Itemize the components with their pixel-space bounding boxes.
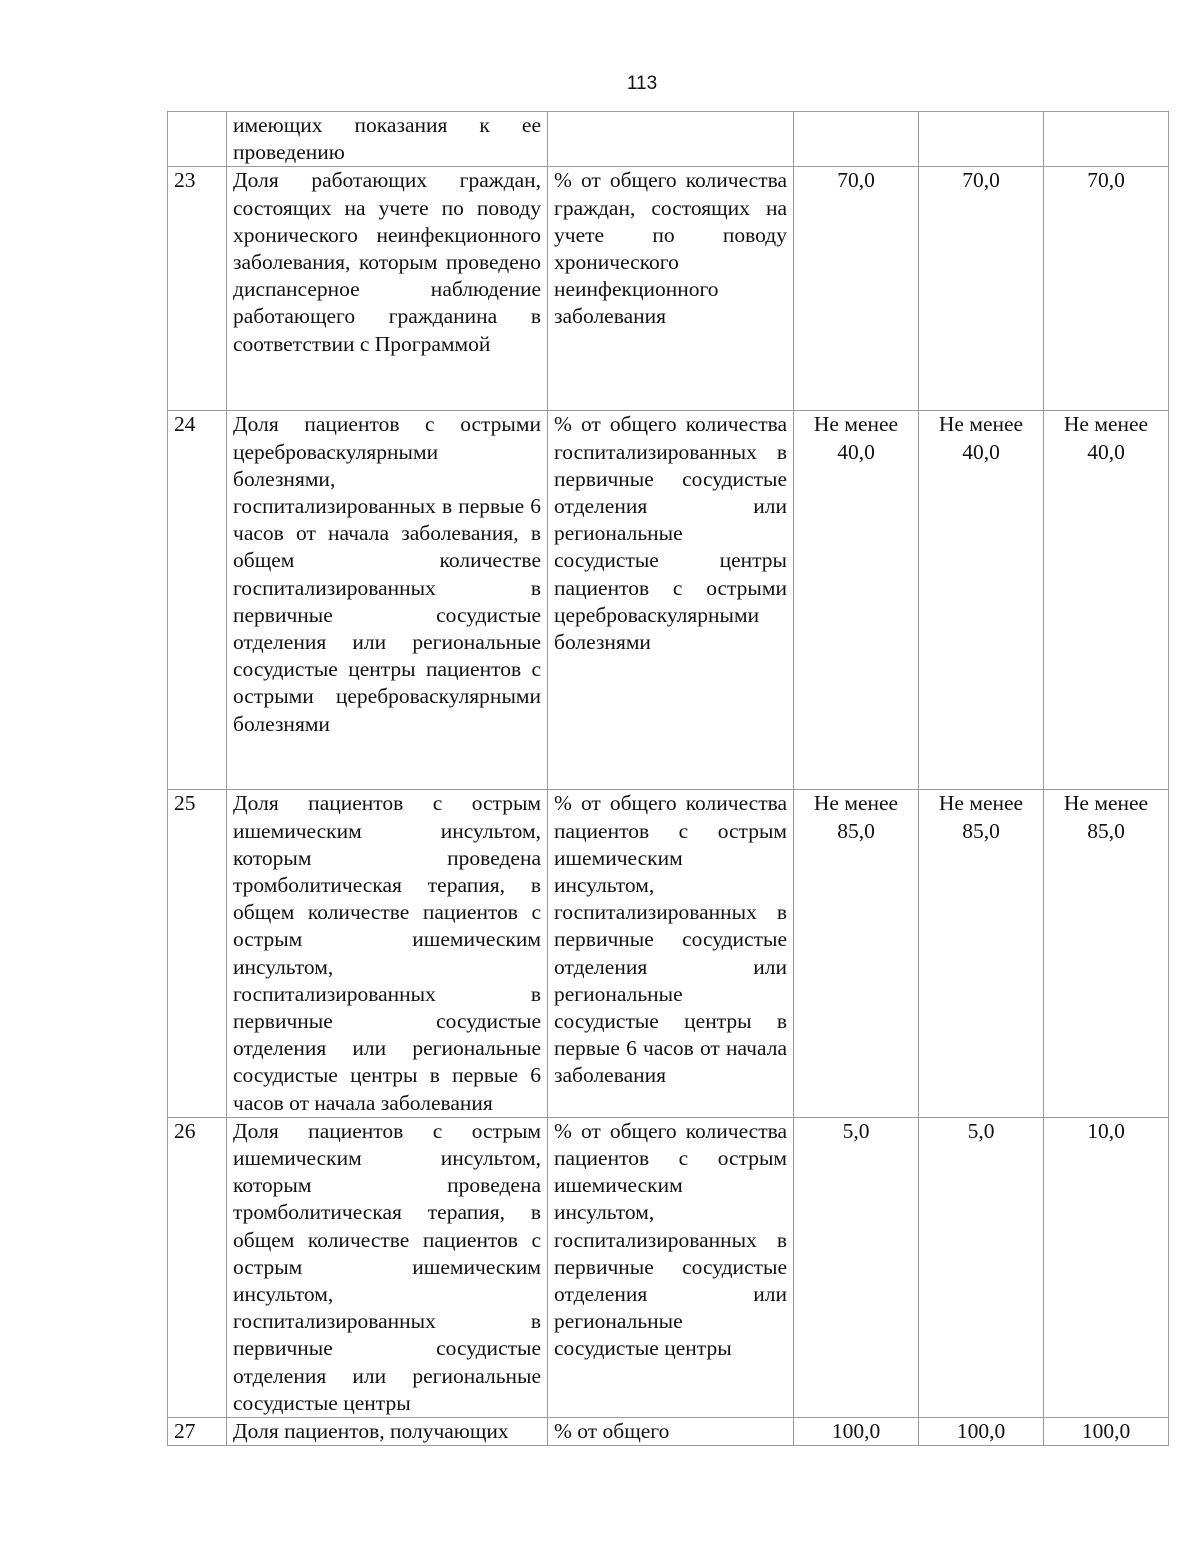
unit-of-measure bbox=[548, 112, 794, 167]
unit-of-measure: % от общего bbox=[548, 1418, 794, 1446]
value-year-1: 100,0 bbox=[794, 1418, 919, 1446]
value-year-1: 70,0 bbox=[794, 167, 919, 411]
value-year-1 bbox=[794, 112, 919, 167]
table-row bbox=[168, 411, 1169, 790]
row-number: 27 bbox=[168, 1418, 227, 1446]
value-year-1: Не менее 85,0 bbox=[794, 790, 919, 1117]
unit-of-measure: % от общего количества госпитализированных в первичные сосудистые отделения или региональные сосудистые центры пациентов с острыми цереброваскулярными болезнями bbox=[548, 411, 794, 790]
table-row bbox=[168, 790, 1169, 1117]
table-row bbox=[168, 167, 1169, 411]
table-row bbox=[168, 112, 1169, 167]
value-year-3: 100,0 bbox=[1044, 1418, 1169, 1446]
value-year-3: Не менее 40,0 bbox=[1044, 411, 1169, 790]
value-year-3: Не менее 85,0 bbox=[1044, 790, 1169, 1117]
value-year-2: Не менее 85,0 bbox=[919, 790, 1044, 1117]
row-number bbox=[168, 112, 227, 167]
value-year-2: 100,0 bbox=[919, 1418, 1044, 1446]
indicator-name: Доля пациентов с острыми цереброваскулярными болезнями, госпитализированных в первые 6 часов от начала заболевания, в общем количестве госпитализированных в первичные сосудистые отделения или региональные сосудистые центры пациентов с острыми цереброваскулярными болезнями bbox=[227, 411, 548, 790]
row-number: 23 bbox=[168, 167, 227, 411]
value-year-2: Не менее 40,0 bbox=[919, 411, 1044, 790]
indicator-name: имеющих показания к ее проведению bbox=[227, 112, 548, 167]
row-number: 26 bbox=[168, 1117, 227, 1417]
unit-of-measure: % от общего количества пациентов с острым ишемическим инсультом, госпитализированных в первичные сосудистые отделения или региональные сосудистые центры bbox=[548, 1117, 794, 1417]
table-row bbox=[168, 1117, 1169, 1417]
table-row bbox=[168, 1418, 1169, 1446]
value-year-3: 10,0 bbox=[1044, 1117, 1169, 1417]
indicator-name: Доля пациентов, получающих bbox=[227, 1418, 548, 1446]
unit-of-measure: % от общего количества граждан, состоящих на учете по поводу хронического неинфекционного заболевания bbox=[548, 167, 794, 411]
value-year-1: Не менее 40,0 bbox=[794, 411, 919, 790]
indicator-name: Доля пациентов с острым ишемическим инсультом, которым проведена тромболитическая терапия, в общем количестве пациентов с острым ишемическим инсультом, госпитализированных в первичные сосудистые отделения или региональные сосудистые центры bbox=[227, 1117, 548, 1417]
page-number: 113 bbox=[626, 73, 658, 94]
row-number: 25 bbox=[168, 790, 227, 1117]
row-number: 24 bbox=[168, 411, 227, 790]
value-year-3: 70,0 bbox=[1044, 167, 1169, 411]
indicator-name: Доля работающих граждан, состоящих на учете по поводу хронического неинфекционного заболевания, которым проведено диспансерное наблюдение работающего гражданина в соответствии с Программой bbox=[227, 167, 548, 411]
indicator-name: Доля пациентов с острым ишемическим инсультом, которым проведена тромболитическая терапия, в общем количестве пациентов с острым ишемическим инсультом, госпитализированных в первичные сосудистые отделения или региональные сосудистые центры в первые 6 часов от начала заболевания bbox=[227, 790, 548, 1117]
value-year-2: 5,0 bbox=[919, 1117, 1044, 1417]
value-year-1: 5,0 bbox=[794, 1117, 919, 1417]
indicators-table bbox=[167, 111, 1169, 1446]
value-year-2 bbox=[919, 112, 1044, 167]
unit-of-measure: % от общего количества пациентов с острым ишемическим инсультом, госпитализированных в первичные сосудистые отделения или региональные сосудистые центры в первые 6 часов от начала заболевания bbox=[548, 790, 794, 1117]
value-year-2: 70,0 bbox=[919, 167, 1044, 411]
value-year-3 bbox=[1044, 112, 1169, 167]
